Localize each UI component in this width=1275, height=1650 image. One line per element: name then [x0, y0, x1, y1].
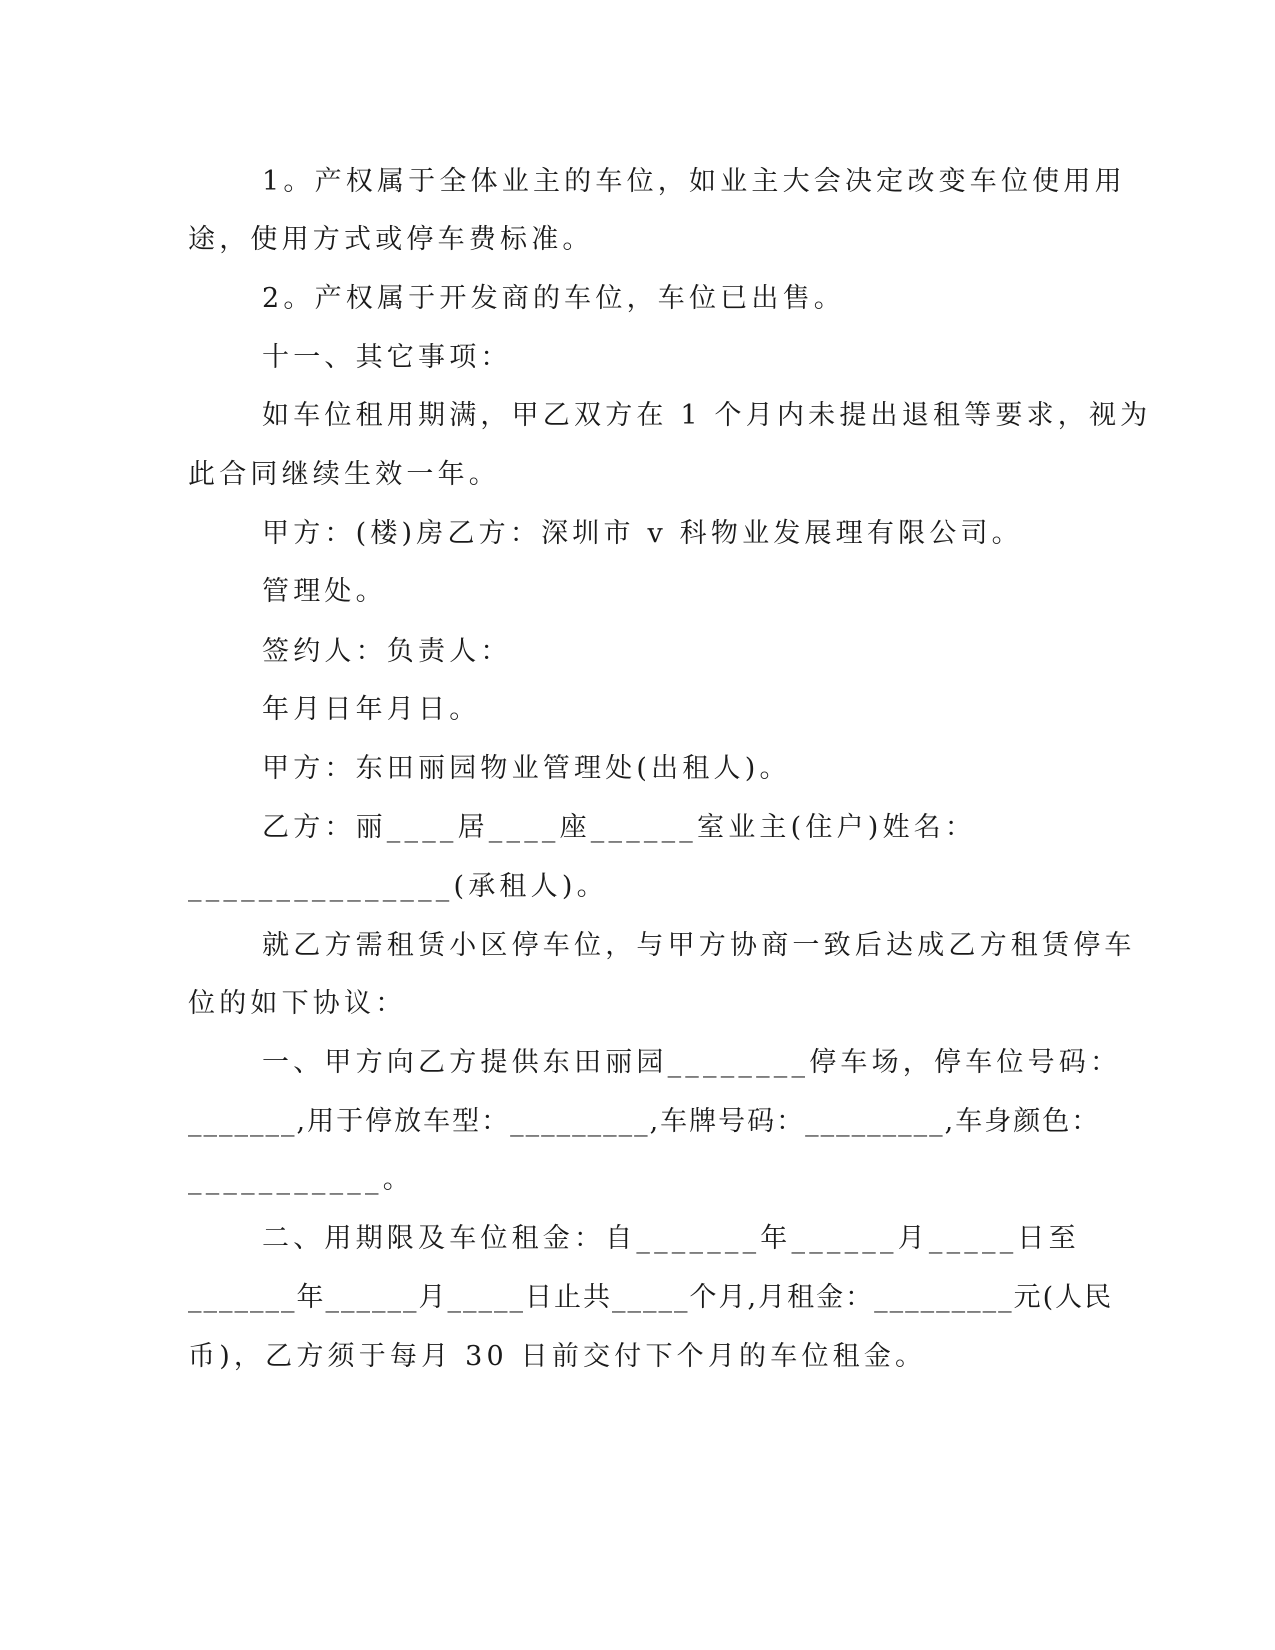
paragraph-line: 一、甲方向乙方提供东田丽园________停车场，停车位号码：	[262, 1047, 1122, 1078]
paragraph-line: 途，使用方式或停车费标准。	[188, 224, 594, 255]
paragraph-line: 1。产权属于全体业主的车位，如业主大会决定改变车位使用用	[262, 166, 1126, 197]
section-heading: 十一、其它事项：	[262, 342, 512, 373]
paragraph-line: 甲方：(楼)房乙方：深圳市 v 科物业发展理有限公司。	[262, 518, 1023, 549]
paragraph-line: 2。产权属于开发商的车位，车位已出售。	[262, 283, 845, 314]
paragraph-line: 年月日年月日。	[262, 694, 481, 725]
paragraph-line: _______,用于停放车型：_________,车牌号码：_________,车身颜色：	[188, 1106, 1101, 1137]
paragraph-line: _______年______月_____日止共_____个月,月租金：_________元(人民	[188, 1282, 1114, 1313]
paragraph-line: 乙方：丽____居____座______室业主(住户)姓名：	[262, 812, 977, 843]
paragraph-line: ___________。	[188, 1164, 414, 1195]
paragraph-line: 二、用期限及车位租金：自_______年______月_____日至	[262, 1223, 1080, 1254]
paragraph-line: 位的如下协议：	[188, 988, 407, 1019]
paragraph-line: 币)，乙方须于每月 30 日前交付下个月的车位租金。	[188, 1341, 927, 1372]
paragraph-line: 如车位租用期满，甲乙双方在 1 个月内未提出退租等要求，视为	[262, 400, 1152, 431]
paragraph-line: 此合同继续生效一年。	[188, 459, 500, 490]
paragraph-line: 甲方：东田丽园物业管理处(出租人)。	[262, 753, 791, 784]
paragraph-line: 管理处。	[262, 576, 387, 607]
paragraph-line: 就乙方需租赁小区停车位，与甲方协商一致后达成乙方租赁停车	[262, 930, 1136, 961]
paragraph-line: 签约人：负责人：	[262, 636, 512, 667]
paragraph-line: _______________(承租人)。	[188, 871, 608, 902]
